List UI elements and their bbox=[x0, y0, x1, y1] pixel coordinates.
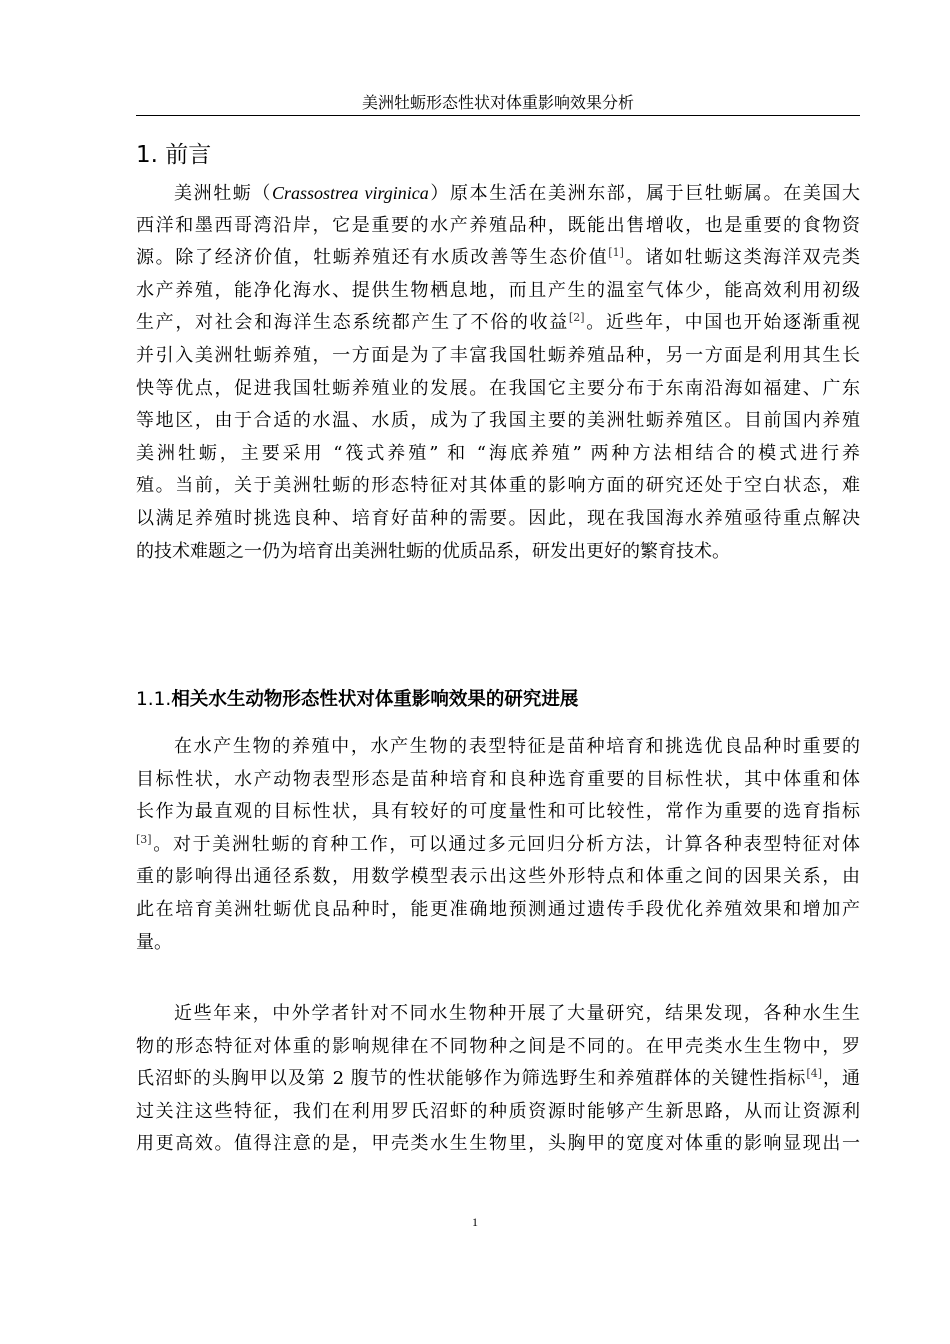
text-line: 殖。当前，关于美洲牡蛎的形态特征对其体重的影响方面的研究还处于空白状态，难 bbox=[136, 475, 860, 497]
text-line: 过关注这些特征，我们在利用罗氏沼虾的种质资源时能够产生新思路，从而让资源利 bbox=[136, 1100, 860, 1122]
citation: [3] bbox=[136, 832, 152, 846]
header-rule bbox=[136, 115, 860, 116]
paragraph-research-progress bbox=[136, 731, 860, 959]
text-line: [3]。对于美洲牡蛎的育种工作，可以通过多元回归分析方法，计算各种表型特征对体 bbox=[136, 832, 860, 855]
section-number: 1. bbox=[136, 142, 158, 168]
running-header: 美洲牡蛎形态性状对体重影响效果分析 bbox=[361, 93, 634, 112]
text-line: 用更高效。值得注意的是，甲壳类水生生物里，头胸甲的宽度对体重的影响显现出一 bbox=[136, 1133, 860, 1155]
text-line: 美洲牡蛎（Crassostrea virginica）原本生活在美洲东部，属于巨牡蛎属。在美国大 bbox=[174, 183, 861, 204]
paragraph-intro bbox=[136, 177, 860, 568]
text-line: 快等优点，促进我国牡蛎养殖业的发展。在我国它主要分布于东南沿海如福建、广东 bbox=[136, 377, 860, 399]
text-line: 此在培育美洲牡蛎优良品种时，能更准确地预测通过遗传手段优化养殖效果和增加产 bbox=[136, 898, 860, 920]
text-line: 在水产生物的养殖中，水产生物的表型特征是苗种培育和挑选优良品种时重要的 bbox=[174, 736, 860, 757]
text-line: 以满足养殖时挑选良种、培育好苗种的需要。因此，现在我国海水养殖亟待重点解决 bbox=[136, 507, 860, 529]
text-line: 重的影响得出通径系数，用数学模型表示出这些外形特点和体重之间的因果关系，由 bbox=[136, 866, 860, 888]
section-heading-1 bbox=[136, 140, 211, 170]
text-line: 并引入美洲牡蛎养殖，一方面是为了丰富我国牡蛎养殖品种，另一方面是利用其生长 bbox=[136, 344, 860, 366]
section-title: 前言 bbox=[165, 142, 212, 168]
paragraph-species-studies bbox=[136, 998, 860, 1161]
species-name: Crassostrea virginica bbox=[272, 183, 429, 203]
subsection-title: 相关水生动物形态性状对体重影响效果的研究进展 bbox=[171, 689, 579, 710]
subsection-number: 1.1. bbox=[136, 689, 172, 710]
citation: [1] bbox=[608, 246, 624, 260]
text-line: 西洋和墨西哥湾沿岸，它是重要的水产养殖品种，既能出售增收，也是重要的食物资 bbox=[136, 214, 860, 236]
text-line: 目标性状，水产动物表型形态是苗种培育和良种选育重要的目标性状，其中体重和体 bbox=[136, 768, 860, 790]
text-line: 物的形态特征对体重的影响规律在不同物种之间是不同的。在甲壳类水生生物中，罗 bbox=[136, 1035, 860, 1057]
citation: [2] bbox=[568, 311, 585, 325]
text-line: 长作为最直观的目标性状，具有较好的可度量性和可比较性，常作为重要的选育指标 bbox=[136, 801, 860, 823]
citation: [4] bbox=[806, 1067, 823, 1081]
text-line: 的技术难题之一仍为培育出美洲牡蛎的优质品系，研发出更好的繁育技术。 bbox=[136, 540, 730, 562]
text-line: 水产养殖，能净化海水、提供生物栖息地，而且产生的温室气体少，能高效利用初级 bbox=[136, 279, 860, 301]
page-number: 1 bbox=[472, 1215, 478, 1229]
text-line: 氏沼虾的头胸甲以及第 2 腹节的性状能够作为筛选野生和养殖群体的关键性指标[4]，通 bbox=[136, 1067, 860, 1090]
text-line: 美洲牡蛎，主要采用 “筏式养殖” 和 “海底养殖” 两种方法相结合的模式进行养 bbox=[136, 442, 860, 464]
text-line: 等地区，由于合适的水温、水质，成为了我国主要的美洲牡蛎养殖区。目前国内养殖 bbox=[136, 410, 860, 432]
text-line: 量。 bbox=[136, 931, 172, 953]
text-line: 源。除了经济价值，牡蛎养殖还有水质改善等生态价值[1]。诸如牡蛎这类海洋双壳类 bbox=[136, 246, 861, 269]
text-line: 近些年来，中外学者针对不同水生物种开展了大量研究，结果发现，各种水生生 bbox=[174, 1003, 860, 1024]
text-line: 生产，对社会和海洋生态系统都产生了不俗的收益[2]。近些年，中国也开始逐渐重视 bbox=[136, 311, 861, 334]
section-heading-1-1 bbox=[136, 687, 578, 713]
